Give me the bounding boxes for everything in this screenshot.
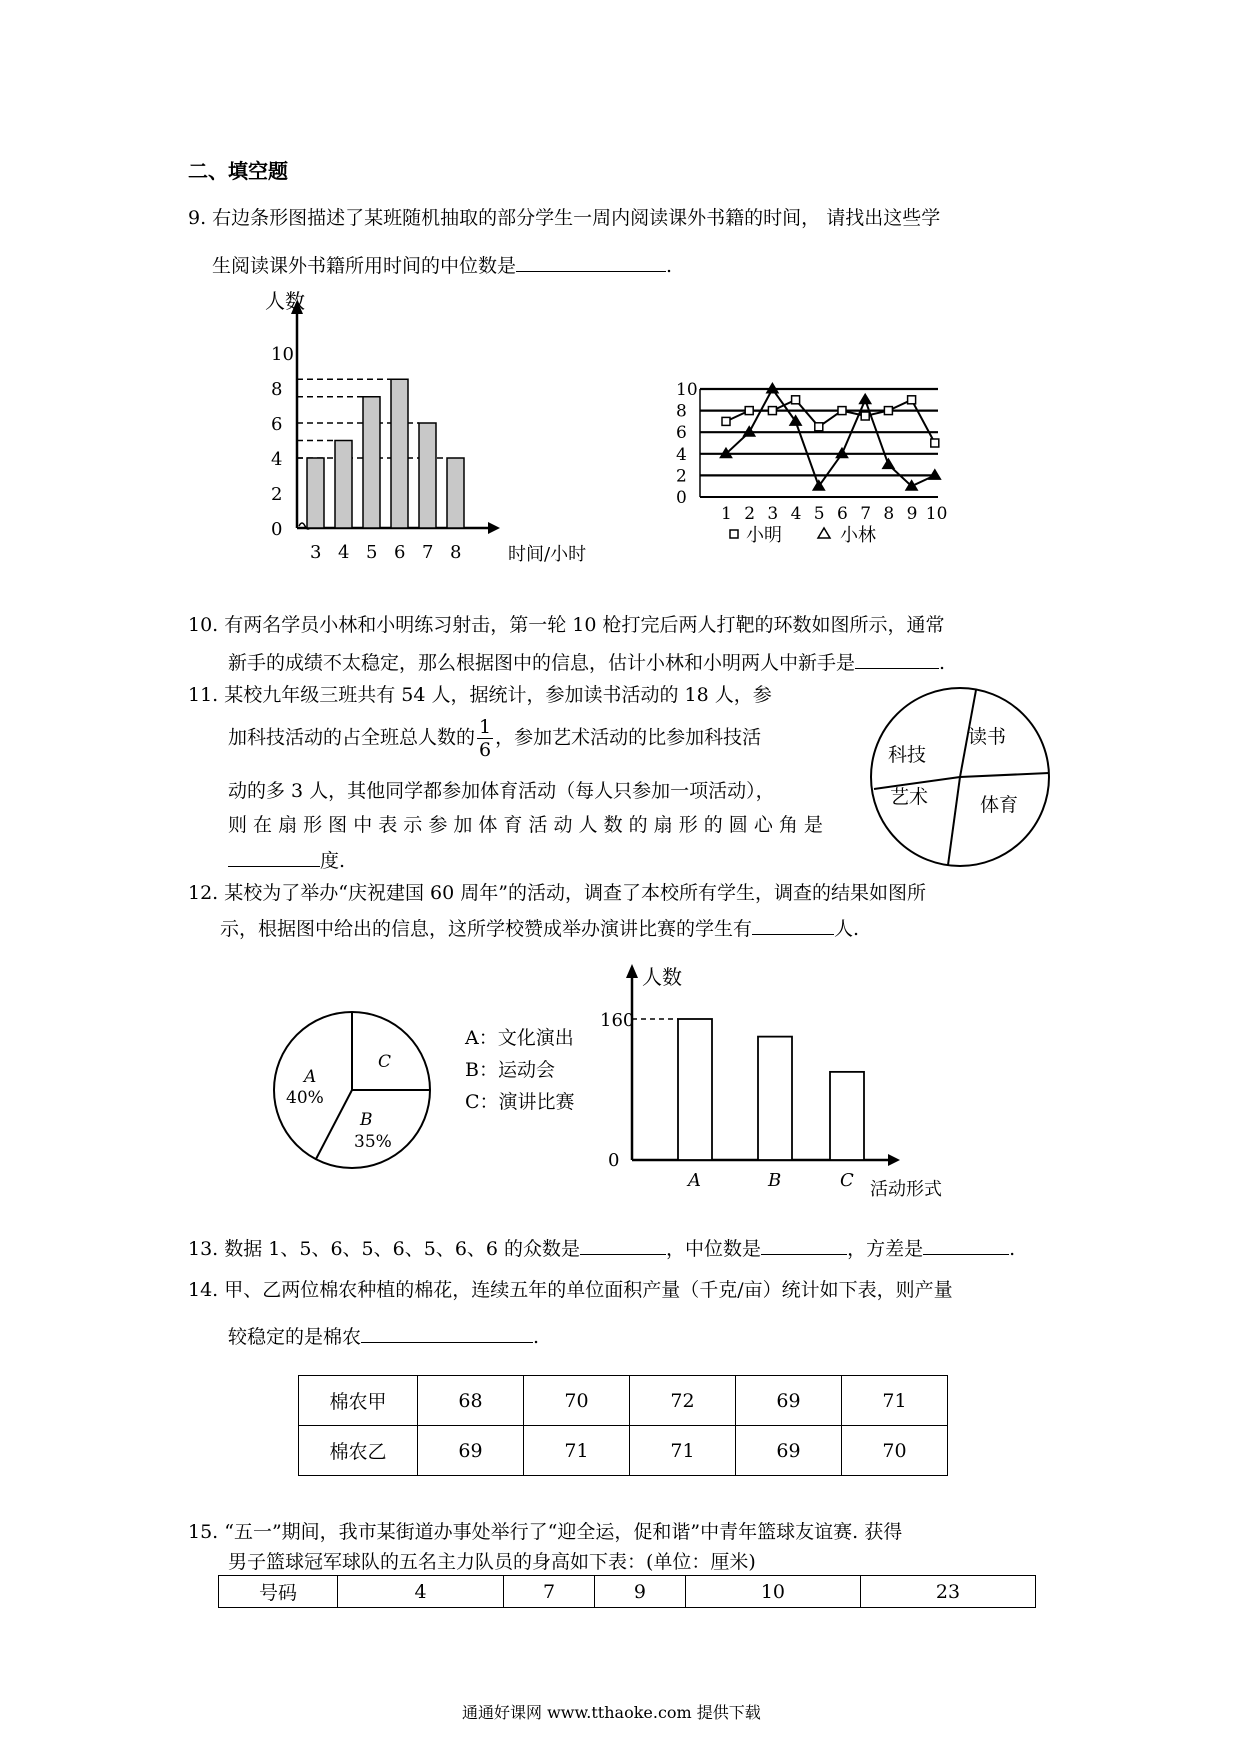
activity-pie-chart — [868, 675, 1068, 875]
bar — [447, 458, 464, 528]
x-tick-label: C — [840, 1170, 854, 1191]
q9-tail: . — [666, 255, 673, 277]
y-tick-label: 8 — [271, 379, 283, 400]
slice-label: 艺术 — [890, 786, 929, 808]
legend-label: 小林 — [840, 525, 876, 546]
q14-line2 — [228, 1322, 539, 1349]
slice-label: A — [304, 1067, 317, 1087]
x-tick-label: 3 — [310, 542, 322, 563]
x-tick-label: 7 — [860, 504, 872, 524]
q11-line3: 动的多 3 人，其他同学都参加体育活动（每人只参加一项活动）， — [228, 780, 775, 802]
q10-answer-blank[interactable] — [855, 650, 939, 669]
table-cell: 69 — [736, 1426, 842, 1476]
shooting-line-chart — [668, 360, 988, 560]
table-cell: 23 — [860, 1576, 1035, 1608]
q11-frac-den: 6 — [479, 739, 492, 761]
x-tick-label: 8 — [450, 542, 462, 563]
q14-line2-text: 较稳定的是棉农 — [228, 1326, 362, 1348]
q12-answer-blank[interactable] — [752, 916, 834, 935]
legend-label: 小明 — [746, 525, 782, 546]
cotton-yield-table — [298, 1375, 948, 1476]
row-label: 号码 — [219, 1576, 338, 1608]
q10-line2-text: 新手的成绩不太稳定，那么根据图中的信息，估计小林和小明两人中新手是 — [228, 652, 856, 674]
bar — [678, 1019, 712, 1160]
slice-label: 体育 — [980, 794, 1019, 816]
q11-frac-num: 1 — [479, 716, 492, 738]
y-axis-label: 人数 — [265, 289, 305, 313]
y-tick-label: 4 — [271, 449, 283, 470]
y-tick-label: 160 — [600, 1010, 635, 1031]
q11-line2a: 加科技活动的占全班总人数的 — [228, 726, 476, 749]
bar — [363, 397, 380, 528]
q11-line4: 则 在 扇 形 图 中 表 示 参 加 体 育 活 动 人 数 的 扇 形 的 圆 心 角 是 — [228, 814, 823, 836]
q13-mid2: ，方差是 — [847, 1238, 924, 1260]
table-cell: 7 — [504, 1576, 595, 1608]
x-tick-label: 7 — [422, 542, 434, 563]
y-tick-label: 8 — [676, 401, 687, 422]
bar — [830, 1072, 864, 1160]
point-square — [815, 423, 823, 431]
table-cell: 69 — [418, 1426, 524, 1476]
q13-median-blank[interactable] — [761, 1236, 847, 1255]
x-tick-label: 1 — [721, 504, 732, 524]
q11-line2b: ，参加艺术活动的比参加科技活 — [495, 726, 762, 749]
q10-line1: 10. 有两名学员小林和小明练习射击，第一轮 10 枪打完后两人打靶的环数如图所示，通常 — [188, 614, 945, 636]
table-row — [299, 1426, 948, 1476]
table-cell: 71 — [842, 1376, 948, 1426]
bar — [419, 423, 436, 528]
x-tick-label: 10 — [925, 504, 948, 524]
x-tick-label: 2 — [744, 504, 756, 524]
y-tick-label: 2 — [676, 466, 687, 487]
y-tick-label: 0 — [608, 1150, 620, 1171]
x-axis-arrow — [488, 522, 500, 534]
reading-time-bar-chart — [265, 289, 610, 570]
slice-label: B — [360, 1110, 373, 1130]
page-footer: 通通好课网 www.tthaoke.com 提供下载 — [462, 1703, 761, 1722]
player-height-table — [218, 1575, 1036, 1608]
slice-value-label: 40% — [286, 1088, 324, 1108]
q10-tail: . — [939, 652, 946, 674]
table-cell: 70 — [842, 1426, 948, 1476]
q13-text: 13. 数据 1、5、6、5、6、5、6、6 的众数是 — [188, 1238, 581, 1260]
row-label: 棉农甲 — [299, 1376, 418, 1426]
x-axis-arrow — [888, 1154, 900, 1166]
point-square — [931, 439, 939, 447]
q9-line1: 9. 右边条形图描述了某班随机抽取的部分学生一周内阅读课外书籍的时间， 请找出这些学 — [188, 207, 941, 229]
q13-mode-blank[interactable] — [580, 1236, 666, 1255]
legend-triangle-icon — [818, 528, 830, 538]
q10-line2 — [228, 648, 945, 675]
q9-line2-text: 生阅读课外书籍所用时间的中位数是 — [212, 255, 517, 277]
y-axis-arrow — [626, 964, 638, 978]
q15-line2: 男子篮球冠军球队的五名主力队员的身高如下表：(单位：厘米) — [228, 1551, 756, 1573]
y-tick-label: 10 — [271, 344, 294, 365]
table-cell: 71 — [630, 1426, 736, 1476]
table-row — [219, 1576, 1036, 1608]
q12-line2 — [220, 914, 859, 941]
slice-value-label: 35% — [354, 1132, 392, 1152]
x-tick-label: 9 — [906, 504, 918, 524]
x-tick-label: A — [688, 1170, 701, 1191]
bar — [758, 1037, 792, 1160]
bar — [335, 441, 352, 529]
q14-answer-blank[interactable] — [361, 1324, 533, 1343]
celebration-pie-chart — [270, 1005, 445, 1180]
slice-label: 科技 — [888, 744, 927, 766]
q13-variance-blank[interactable] — [923, 1236, 1009, 1255]
y-tick-label: 0 — [676, 488, 687, 508]
point-square — [861, 412, 869, 420]
table-cell: 9 — [594, 1576, 685, 1608]
slice-label: C — [378, 1052, 392, 1072]
q11-line5-text: 度. — [320, 850, 346, 872]
table-row — [299, 1376, 948, 1426]
q13-line — [188, 1234, 1015, 1261]
q11-line1: 11. 某校九年级三班共有 54 人，据统计，参加读书活动的 18 人，参 — [188, 684, 772, 706]
q12-line2-text: 示，根据图中给出的信息，这所学校赞成举办演讲比赛的学生有 — [220, 918, 753, 940]
x-axis-label: 活动形式 — [870, 1179, 942, 1200]
section-title: 二、填空题 — [188, 159, 288, 183]
y-tick-label: 6 — [271, 414, 283, 435]
x-axis-label: 时间/小时 — [508, 544, 587, 565]
table-cell: 71 — [524, 1426, 630, 1476]
legend-item-a: A：文化演出 — [465, 1027, 574, 1049]
y-axis-label: 人数 — [642, 965, 682, 989]
activity-form-bar-chart — [600, 960, 970, 1200]
y-tick-label: 0 — [271, 519, 283, 540]
q13-mid1: ，中位数是 — [666, 1238, 762, 1260]
point-triangle — [859, 394, 871, 404]
q11-fraction — [477, 716, 493, 761]
y-tick-label: 4 — [676, 444, 687, 465]
x-tick-label: 5 — [813, 504, 825, 524]
x-tick-label: 6 — [394, 542, 406, 563]
point-square — [768, 407, 776, 415]
series-line — [726, 400, 935, 443]
q15-line1: 15. “五一”期间，我市某街道办事处举行了“迎全运，促和谐”中青年篮球友谊赛. 获得 — [188, 1521, 903, 1543]
point-square — [884, 407, 892, 415]
q12-line1: 12. 某校为了举办“庆祝建国 60 周年”的活动，调查了本校所有学生，调查的结果如图所 — [188, 882, 926, 904]
y-tick-label: 2 — [271, 484, 283, 505]
table-cell: 70 — [524, 1376, 630, 1426]
x-tick-label: 4 — [338, 542, 350, 563]
q14-line1: 14. 甲、乙两位棉农种植的棉花，连续五年的单位面积产量（千克/亩）统计如下表，则产量 — [188, 1279, 953, 1301]
q9-line2 — [212, 251, 672, 278]
table-cell: 4 — [338, 1576, 504, 1608]
q11-line2 — [228, 716, 761, 761]
point-square — [792, 396, 800, 404]
q13-tail: . — [1009, 1238, 1016, 1260]
q11-line5 — [228, 846, 345, 873]
point-square — [722, 417, 730, 425]
x-tick-label: 3 — [767, 504, 779, 524]
legend-square-icon — [730, 530, 738, 538]
point-square — [745, 407, 753, 415]
q11-answer-blank[interactable] — [228, 848, 320, 867]
slice-label: 读书 — [968, 726, 1007, 748]
bar — [391, 379, 408, 528]
x-tick-label: 6 — [837, 504, 848, 524]
q12-tail: 人. — [834, 918, 860, 940]
point-square — [838, 407, 846, 415]
x-tick-label: 4 — [790, 504, 802, 524]
table-cell: 69 — [736, 1376, 842, 1426]
point-triangle — [882, 459, 894, 469]
x-tick-label: B — [768, 1170, 782, 1191]
legend-item-c: C：演讲比赛 — [465, 1091, 575, 1113]
row-label: 棉农乙 — [299, 1426, 418, 1476]
point-square — [908, 396, 916, 404]
table-cell: 10 — [685, 1576, 860, 1608]
x-tick-label: 8 — [883, 504, 895, 524]
legend-item-b: B：运动会 — [465, 1059, 555, 1081]
q14-tail: . — [533, 1326, 540, 1348]
x-tick-label: 5 — [366, 542, 378, 563]
y-tick-label: 10 — [676, 380, 698, 400]
q9-answer-blank[interactable] — [516, 253, 666, 272]
pie-legend — [465, 1022, 575, 1118]
table-cell: 72 — [630, 1376, 736, 1426]
y-tick-label: 6 — [676, 423, 687, 444]
table-cell: 68 — [418, 1376, 524, 1426]
bar — [307, 458, 324, 528]
